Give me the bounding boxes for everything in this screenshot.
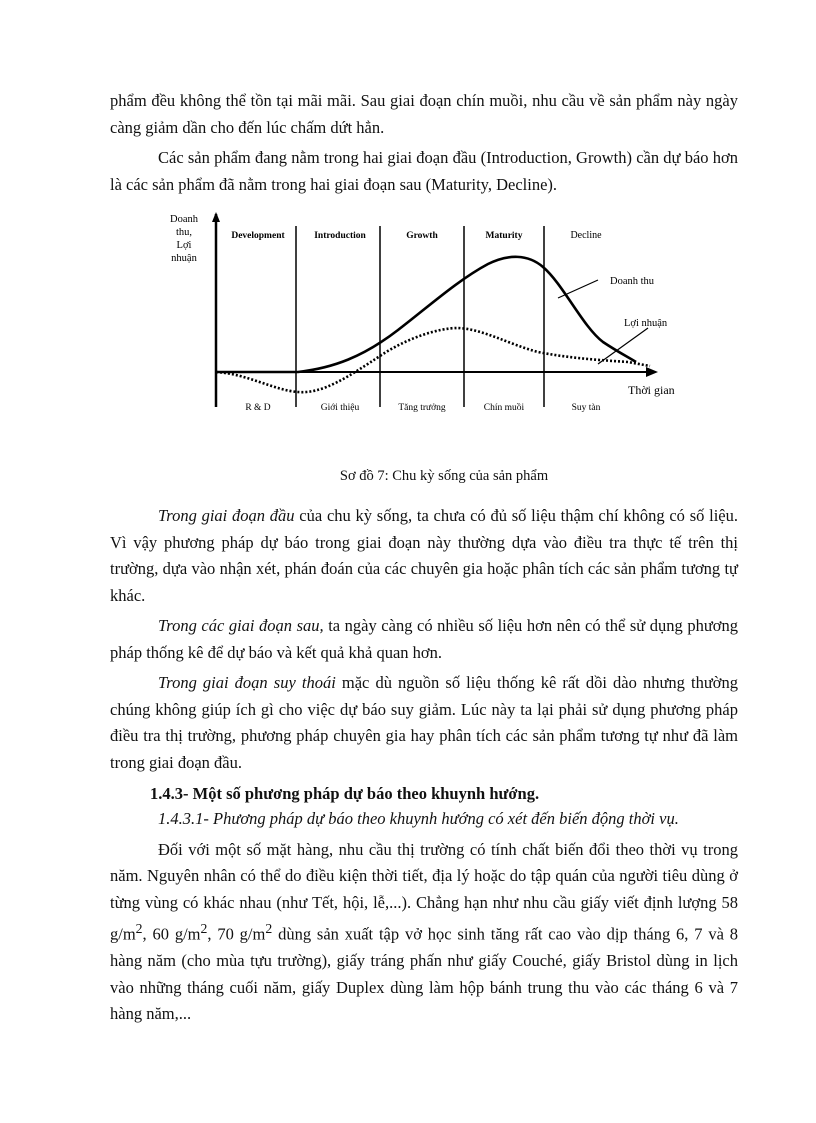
profit-series-label: Lợi nhuận bbox=[624, 318, 668, 329]
y-axis-arrow bbox=[212, 212, 220, 222]
revenue-leader-line bbox=[558, 280, 598, 298]
paragraph-5 bbox=[110, 670, 738, 776]
document-page bbox=[110, 88, 738, 1028]
stage-label-introduction: Introduction bbox=[314, 231, 366, 241]
y-axis-label-4: nhuận bbox=[171, 253, 197, 264]
x-axis-label: Thời gian bbox=[628, 383, 675, 397]
paragraph-5-text: mặc dù nguồn số liệu thống kê rất dồi dào nhưng thường chúng không giúp ích gì cho việc dự báo suy giảm. Lúc này ta lại phải sử dụng phương pháp điều tra thị trường, phương pháp chuyên gia hay phân tích các sản phẩm tương tự như đã làm trong giai đoạn đầu. bbox=[110, 673, 738, 772]
superscript: 2 bbox=[265, 921, 273, 936]
paragraph-3-emphasis: Trong giai đoạn đầu bbox=[158, 506, 295, 525]
paragraph-6-text-a: Đối với một số mặt hàng, nhu cầu thị trường có tính chất biến đổi theo thời vụ trong năm. Nguyên nhân có thể do điều kiện thời tiết, địa lý hoặc do tập quán của người tiêu dùng ở từng vùng có khác nhau (như Tết, hội, lễ,...). Chẳng hạn như nhu cầu giấy viết định lượng 58 g/m bbox=[110, 839, 738, 944]
stage-label-suy-tan: Suy tàn bbox=[571, 403, 601, 413]
paragraph-4-text: ta ngày càng có nhiều số liệu hơn nên có thể sử dụng phương pháp thống kê để dự báo và kết quả khả quan hơn. bbox=[110, 616, 738, 662]
stage-label-decline: Decline bbox=[570, 230, 602, 241]
y-axis-label-1: Doanh bbox=[170, 214, 198, 225]
stage-label-tang-truong: Tăng trưởng bbox=[398, 403, 446, 413]
superscript: 2 bbox=[135, 921, 143, 936]
profit-leader-line bbox=[598, 328, 648, 364]
stage-label-maturity: Maturity bbox=[485, 231, 523, 241]
revenue-curve bbox=[216, 257, 636, 372]
life-cycle-svg bbox=[158, 212, 758, 427]
section-heading: 1.4.3- Một số phương pháp dự báo theo khuynh hướng. bbox=[150, 784, 540, 803]
paragraph-6-text-c: , 70 g/m bbox=[207, 924, 266, 944]
revenue-series-label: Doanh thu bbox=[610, 276, 655, 287]
paragraph-6-text-d: dùng sản xuất tập vở học sinh tăng rất cao vào dịp tháng 6, 7 và 8 hàng năm (cho mùa tựu trường), giấy tráng phấn như giấy Couché, giấy Bristol dùng in lịch vào những tháng cuối năm, giấy Duplex dùng làm hộp bánh trung thu vào các tháng 6 và 7 hàng năm,... bbox=[110, 924, 738, 1023]
stage-label-growth: Growth bbox=[406, 231, 438, 241]
stage-label-chin-muoi: Chín muồi bbox=[483, 403, 525, 413]
profit-curve bbox=[216, 328, 650, 392]
paragraph-3-text: của chu kỳ sống, ta chưa có đủ số liệu thậm chí không có số liệu. Vì vậy phương pháp dự báo trong giai đoạn này thường dựa vào điều tra thực tế trên thị trường, dựa vào nhận xét, phán đoán của các chuyên gia hoặc phân tích các sản phẩm tương tự khác. bbox=[110, 506, 738, 605]
stage-label-gioi-thieu: Giới thiệu bbox=[320, 403, 360, 413]
paragraph-4-emphasis: Trong các giai đoạn sau, bbox=[158, 616, 324, 635]
diagram-caption: Sơ đồ 7: Chu kỳ sống của sản phẩm bbox=[339, 468, 549, 484]
paragraph-2: Các sản phẩm đang nằm trong hai giai đoạn đầu (Introduction, Growth) cần dự báo hơn là các sản phẩm đã nằm trong hai giai đoạn sau (Maturity, Decline). bbox=[110, 148, 738, 194]
y-axis-label-3: Lợi bbox=[176, 240, 192, 251]
paragraph-4 bbox=[110, 613, 738, 666]
superscript: 2 bbox=[200, 921, 208, 936]
paragraph-6 bbox=[110, 837, 738, 1028]
stage-label-rd: R & D bbox=[245, 403, 271, 413]
paragraph-3 bbox=[110, 503, 738, 609]
paragraph-6-text-b: , 60 g/m bbox=[142, 924, 201, 944]
section-subheading: 1.4.3.1- Phương pháp dự báo theo khuynh hướng có xét đến biến động thời vụ. bbox=[158, 809, 679, 828]
product-life-cycle-diagram bbox=[158, 212, 758, 472]
stage-label-development: Development bbox=[231, 231, 285, 241]
paragraph-1: phẩm đều không thể tồn tại mãi mãi. Sau giai đoạn chín muồi, nhu cầu về sản phẩm này ngày càng giảm dần cho đến lúc chấm dứt hẳn. bbox=[110, 91, 738, 137]
x-axis-arrow bbox=[646, 367, 658, 377]
paragraph-5-emphasis: Trong giai đoạn suy thoái bbox=[158, 673, 336, 692]
y-axis-label-2: thu, bbox=[175, 227, 193, 238]
